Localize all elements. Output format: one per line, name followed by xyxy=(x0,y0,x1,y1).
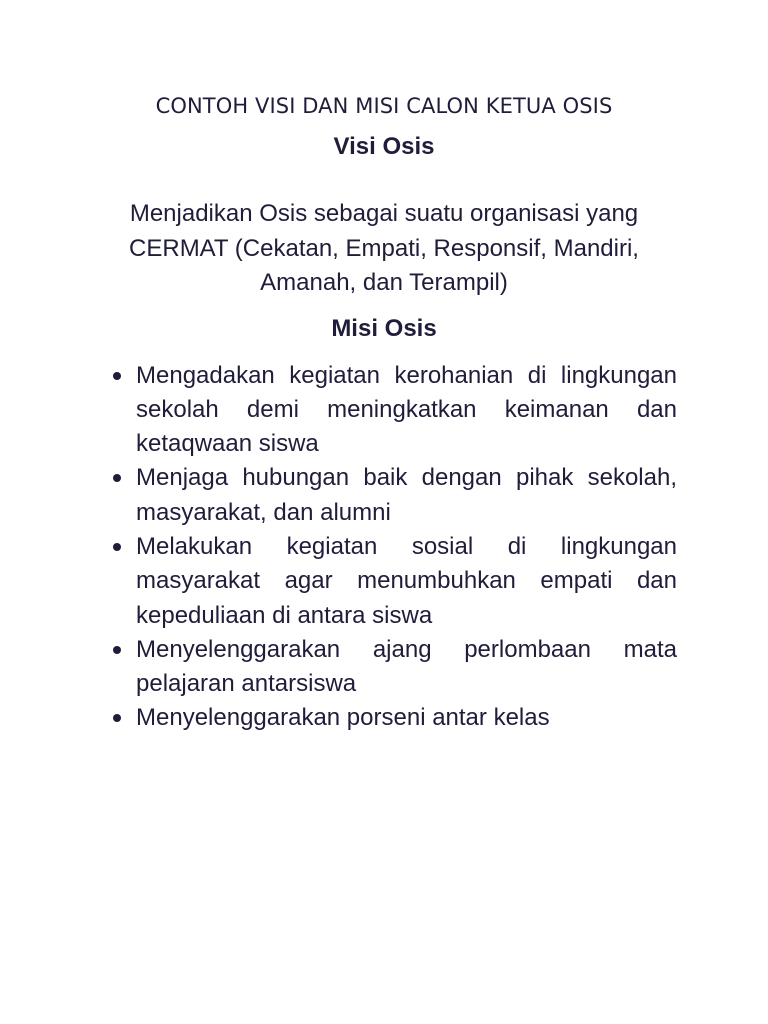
document-title: CONTOH VISI DAN MISI CALON KETUA OSIS xyxy=(155,94,613,118)
mission-list xyxy=(111,359,677,736)
vision-heading: Visi Osis xyxy=(333,133,435,160)
mission-item-text: Menyelenggarakan ajang perlombaan mata pelajaran antarsiswa xyxy=(136,635,677,698)
mission-heading: Misi Osis xyxy=(331,314,437,342)
mission-item-text: Menyelenggarakan porseni antar kelas xyxy=(136,704,550,732)
bullet-icon xyxy=(113,646,121,654)
bullet-icon xyxy=(113,543,121,551)
mission-item xyxy=(111,633,677,702)
bullet-icon xyxy=(113,372,121,380)
mission-item xyxy=(111,359,677,462)
mission-item-text: Mengadakan kegiatan kerohanian di lingkungan sekolah demi meningkatkan keimanan dan ketaqwaan siswa xyxy=(136,361,677,458)
bullet-icon xyxy=(113,714,121,722)
vision-text: Menjadikan Osis sebagai suatu organisasi yang CERMAT (Cekatan, Empati, Responsif, Mandiri, Amanah, dan Terampil) xyxy=(129,200,639,296)
mission-item xyxy=(111,701,677,735)
mission-item xyxy=(111,530,677,633)
mission-item xyxy=(111,461,677,530)
bullet-icon xyxy=(113,474,121,482)
mission-item-text: Menjaga hubungan baik dengan pihak sekolah, masyarakat, dan alumni xyxy=(136,464,677,526)
mission-item-text: Melakukan kegiatan sosial di lingkungan masyarakat agar menumbuhkan empati dan kepeduliaan di antara siswa xyxy=(136,532,677,629)
